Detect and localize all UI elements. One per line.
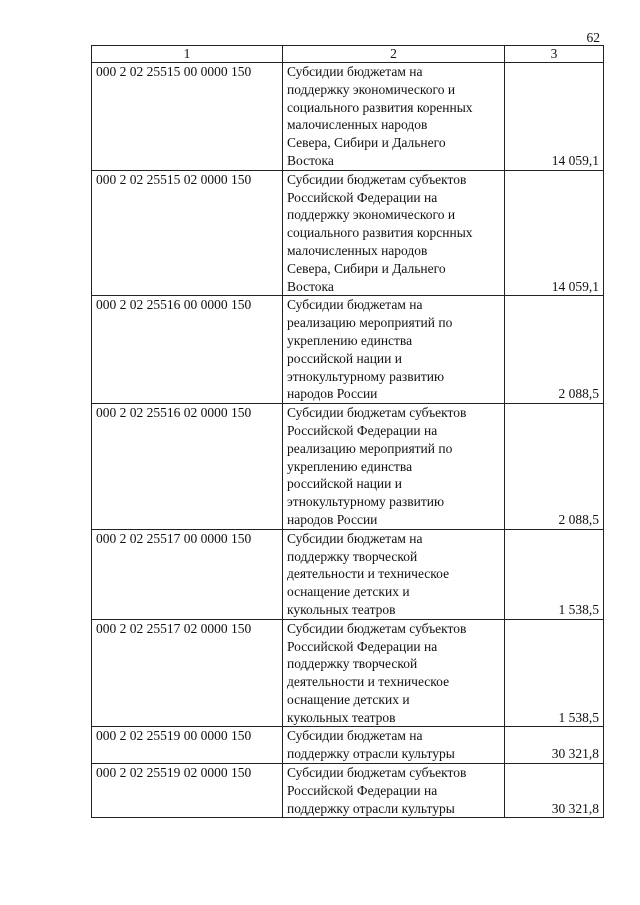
table-row xyxy=(92,727,604,764)
budget-code-cell: 000 2 02 25515 02 0000 150 xyxy=(92,170,283,296)
item-name-cell xyxy=(283,404,505,530)
item-name-line: социального развития коренных xyxy=(287,99,473,115)
item-name-line: Субсидии бюджетам субъектов xyxy=(287,171,467,187)
item-name-line: деятельности и техническое xyxy=(287,674,450,690)
item-name-line: кукольных театров xyxy=(287,709,396,725)
budget-code-cell: 000 2 02 25515 00 0000 150 xyxy=(92,63,283,171)
item-name-line: Субсидии бюджетам на xyxy=(287,530,423,546)
item-name-cell xyxy=(283,727,505,764)
item-name-line: российской нации и xyxy=(287,476,402,492)
column-header-code: 1 xyxy=(92,46,283,63)
item-name-line: Российской Федерации на xyxy=(287,782,438,798)
item-name-line: поддержку экономического и xyxy=(287,81,456,97)
amount-cell: 30 321,8 xyxy=(505,727,604,764)
amount-cell: 14 059,1 xyxy=(505,63,604,171)
item-name-line: реализацию мероприятий по xyxy=(287,440,453,456)
item-name-cell xyxy=(283,170,505,296)
table-row xyxy=(92,296,604,404)
item-name-line: оснащение детских и xyxy=(287,691,410,707)
item-name-line: народов России xyxy=(287,386,378,402)
amount-cell: 2 088,5 xyxy=(505,296,604,404)
item-name-line: оснащение детских и xyxy=(287,584,410,600)
item-name-line: этнокультурному развитию xyxy=(287,368,445,384)
amount-cell: 30 321,8 xyxy=(505,764,604,818)
table-row xyxy=(92,63,604,171)
table-row xyxy=(92,619,604,727)
page-number: 62 xyxy=(586,30,600,45)
item-name-line: Российской Федерации на xyxy=(287,422,438,438)
item-name-line: Субсидии бюджетам на xyxy=(287,728,423,744)
amount-cell: 14 059,1 xyxy=(505,170,604,296)
item-name-line: поддержку отрасли культуры xyxy=(287,800,455,816)
item-name-line: Субсидии бюджетам на xyxy=(287,297,423,313)
table-row xyxy=(92,764,604,818)
table-row xyxy=(92,404,604,530)
budget-table xyxy=(91,45,604,818)
budget-code-cell: 000 2 02 25517 02 0000 150 xyxy=(92,619,283,727)
item-name-line: поддержку творческой xyxy=(287,548,418,564)
item-name-cell xyxy=(283,764,505,818)
item-name-line: Субсидии бюджетам на xyxy=(287,64,423,79)
item-name-cell xyxy=(283,529,505,619)
item-name-cell xyxy=(283,296,505,404)
item-name-line: реализацию мероприятий по xyxy=(287,315,453,331)
item-name-line: Востока xyxy=(287,278,334,294)
item-name-line: Российской Федерации на xyxy=(287,638,438,654)
item-name-line: малочисленных народов xyxy=(287,242,428,258)
budget-code-cell: 000 2 02 25516 02 0000 150 xyxy=(92,404,283,530)
budget-code-cell: 000 2 02 25519 00 0000 150 xyxy=(92,727,283,764)
item-name-cell xyxy=(283,63,505,171)
item-name-line: кукольных театров xyxy=(287,601,396,617)
item-name-cell xyxy=(283,619,505,727)
item-name-line: Субсидии бюджетам субъектов xyxy=(287,620,467,636)
table-row xyxy=(92,170,604,296)
item-name-line: народов России xyxy=(287,511,378,527)
budget-code-cell: 000 2 02 25517 00 0000 150 xyxy=(92,529,283,619)
column-header-name: 2 xyxy=(283,46,505,63)
item-name-line: Субсидии бюджетам субъектов xyxy=(287,405,467,421)
amount-cell: 1 538,5 xyxy=(505,529,604,619)
item-name-line: Субсидии бюджетам субъектов xyxy=(287,765,467,781)
table-header xyxy=(92,46,604,63)
item-name-line: поддержку экономического и xyxy=(287,207,456,223)
item-name-line: социального развития корснных xyxy=(287,225,473,241)
item-name-line: Российской Федерации на xyxy=(287,189,438,205)
budget-code-cell: 000 2 02 25516 00 0000 150 xyxy=(92,296,283,404)
item-name-line: поддержку творческой xyxy=(287,656,418,672)
column-header-amount: 3 xyxy=(505,46,604,63)
amount-cell: 2 088,5 xyxy=(505,404,604,530)
table-row xyxy=(92,529,604,619)
item-name-line: укреплению единства xyxy=(287,458,413,474)
amount-cell: 1 538,5 xyxy=(505,619,604,727)
item-name-line: Востока xyxy=(287,152,334,168)
item-name-line: деятельности и техническое xyxy=(287,566,450,582)
table-body xyxy=(92,63,604,818)
item-name-line: Севера, Сибири и Дальнего xyxy=(287,260,446,276)
item-name-line: Севера, Сибири и Дальнего xyxy=(287,135,446,151)
header-row xyxy=(92,46,604,63)
item-name-line: этнокультурному развитию xyxy=(287,494,445,510)
budget-code-cell: 000 2 02 25519 02 0000 150 xyxy=(92,764,283,818)
item-name-line: укреплению единства xyxy=(287,332,413,348)
item-name-line: поддержку отрасли культуры xyxy=(287,746,455,762)
item-name-line: российской нации и xyxy=(287,350,402,366)
item-name-line: малочисленных народов xyxy=(287,117,428,133)
